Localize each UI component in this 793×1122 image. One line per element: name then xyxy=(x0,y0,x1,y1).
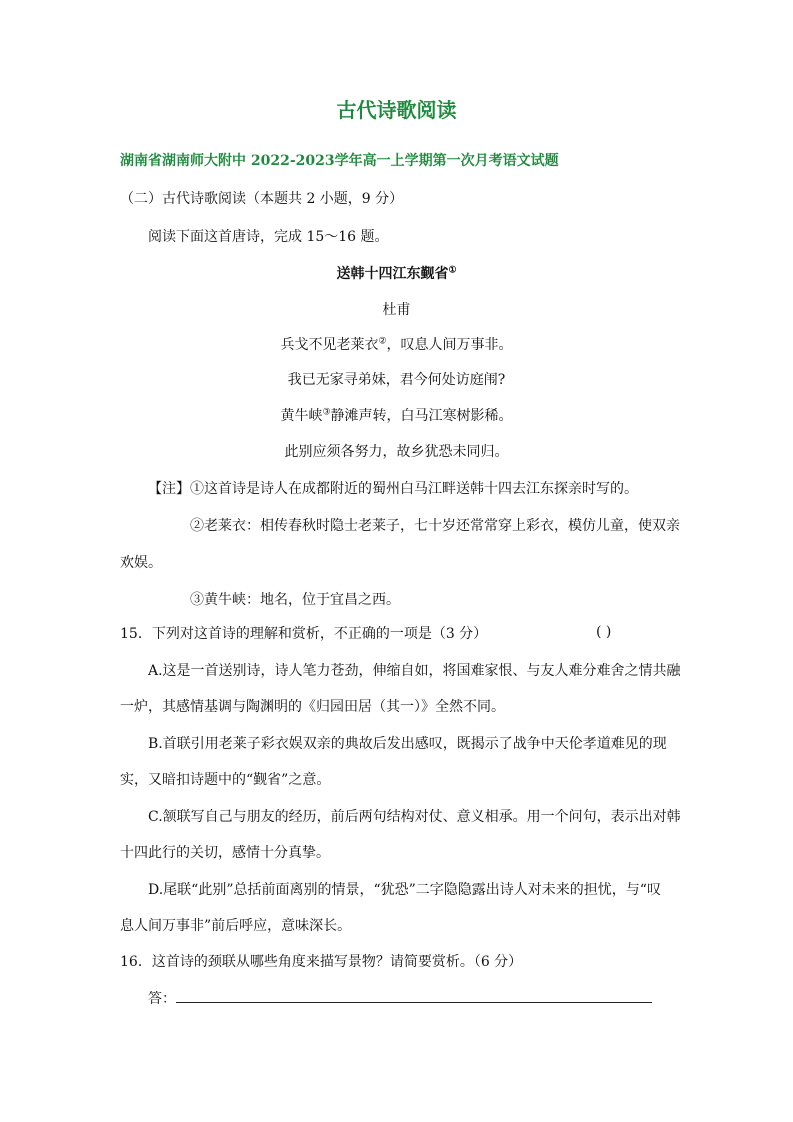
poem-line-1-note: ② xyxy=(378,336,387,347)
poem-title-text: 送韩十四江东觐省 xyxy=(336,266,449,282)
note-1: 【注】①这首诗是诗人在成都附近的蜀州白马江畔送韩十四去江东探亲时写的。 xyxy=(148,481,638,497)
answer-line[interactable] xyxy=(176,1002,652,1003)
poem-title xyxy=(0,265,793,283)
source-line: 湖南省湖南师大附中 2022-2023学年高一上学期第一次月考语文试题 xyxy=(120,153,559,169)
poem-line-3-note: ③ xyxy=(322,407,331,418)
note-3: ③黄牛峡：地名，位于宜昌之西。 xyxy=(190,592,400,608)
option-b-line-2: 实，又暗扣诗题中的“觐省”之意。 xyxy=(120,772,331,788)
page-heading: 古代诗歌阅读 xyxy=(336,98,457,122)
option-a-line-1: A.这是一首送别诗，诗人笔力苍劲，伸缩自如，将国难家恨、与友人难分难舍之情共融 xyxy=(148,663,681,679)
poem-title-note: ① xyxy=(448,265,457,276)
note-2-cont: 欢娱。 xyxy=(120,555,162,571)
option-d-line-2: 息人间万事非”前后呼应，意味深长。 xyxy=(120,918,352,934)
option-c-line-1: C.颔联写自己与朋友的经历，前后两句结构对仗、意义相承。用一个问句，表示出对韩 xyxy=(148,809,681,825)
poem-line-4: 此别应须各努力，故乡犹恐未同归。 xyxy=(284,444,509,460)
answer-label: 答： xyxy=(148,991,176,1007)
question-15-stem: 15．下列对这首诗的理解和赏析，不正确的一项是（3 分） xyxy=(120,626,488,642)
answer-bracket: ( ) xyxy=(596,624,612,640)
option-a-line-2: 一炉，其感情基调与陶渊明的《归园田居（其一）》全然不同。 xyxy=(120,699,505,715)
poem-line-1: 兵戈不见老莱衣②，叹息人间万事非。 xyxy=(280,336,513,353)
poem-line-3: 黄牛峡③静滩声转，白马江寒树影稀。 xyxy=(280,407,513,424)
poem-line-2: 我已无家寻弟妹，君今何处访庭闱? xyxy=(287,372,506,388)
poem-author: 杜甫 xyxy=(382,302,411,318)
option-b-line-1: B.首联引用老莱子彩衣娱双亲的典故后发出感叹，既揭示了战争中天伦孝道难见的现 xyxy=(148,736,667,752)
section-header: （二）古代诗歌阅读（本题共 2 小题，9 分） xyxy=(120,191,404,207)
instruction: 阅读下面这首唐诗，完成 15～16 题。 xyxy=(148,229,389,245)
option-c-line-2: 十四此行的关切，感情十分真挚。 xyxy=(120,845,330,861)
option-d-line-1: D.尾联“此别”总括前面离别的情景，“犹恐”二字隐隐露出诗人对未来的担忧，与“叹 xyxy=(148,882,661,898)
note-2: ②老莱衣：相传春秋时隐士老莱子，七十岁还常常穿上彩衣，模仿儿童，使双亲 xyxy=(190,518,680,534)
question-16-stem: 16．这首诗的颈联从哪些角度来描写景物？请简要赏析。（6 分） xyxy=(120,954,523,970)
